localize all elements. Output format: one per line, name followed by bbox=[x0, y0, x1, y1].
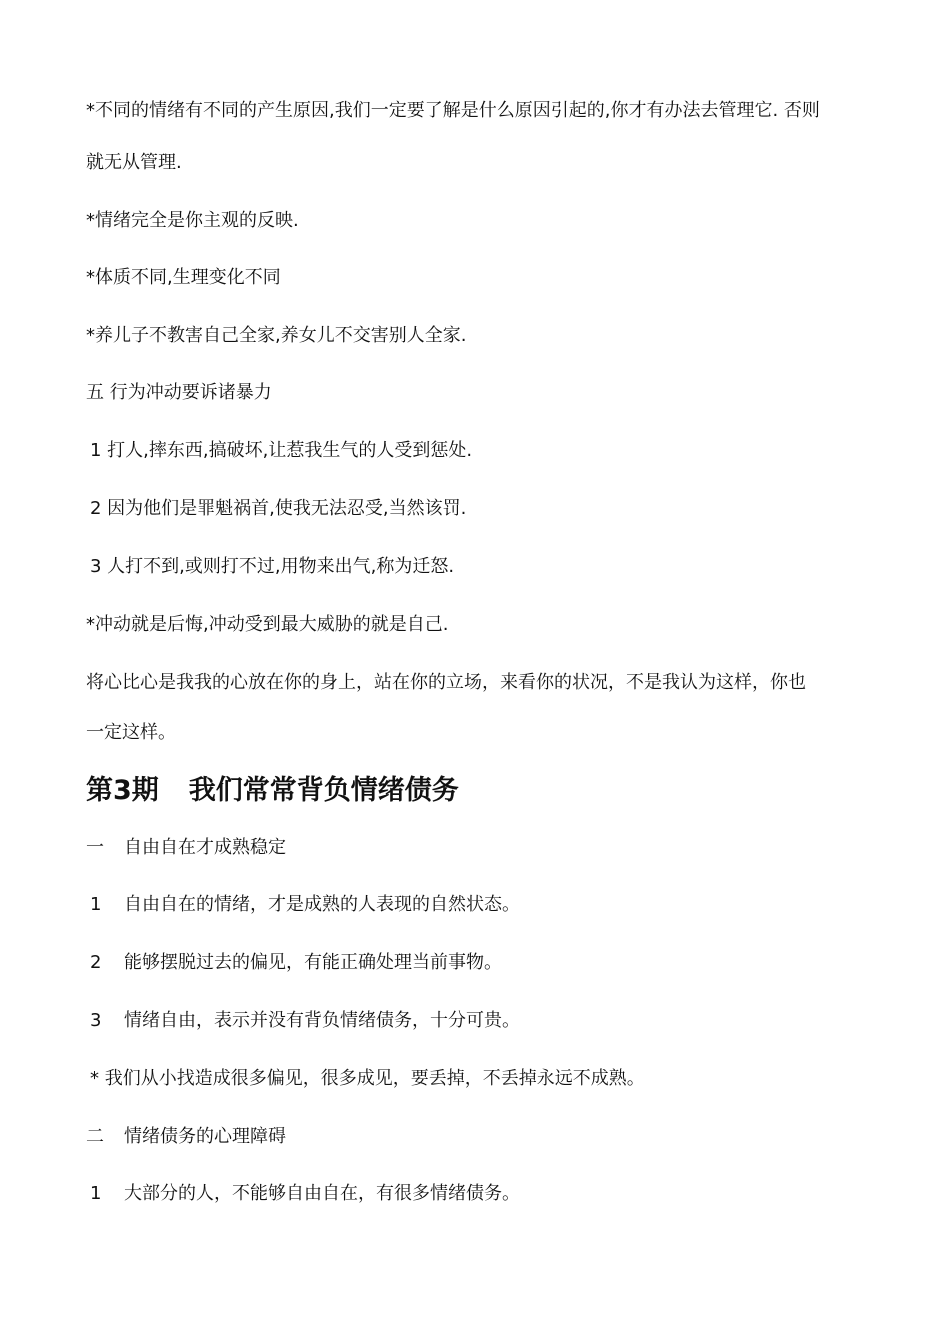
list-text: 大部分的人，不能够自由自在，有很多情绪债务。 bbox=[124, 1183, 520, 1204]
chapter-number: 第3期 bbox=[86, 775, 159, 806]
section-title: 五 行为冲动要诉诸暴力 bbox=[86, 382, 272, 403]
paragraph-line: *情绪完全是你主观的反映. bbox=[86, 210, 299, 231]
paragraph-line: 将心比心是我我的心放在你的身上，站在你的立场，来看你的状况，不是我认为这样，你也 bbox=[86, 672, 806, 693]
paragraph-line: *体质不同,生理变化不同 bbox=[86, 267, 281, 288]
list-item bbox=[90, 893, 880, 917]
section-title-text: 自由自在才成熟稳定 bbox=[124, 837, 286, 858]
section-title-text: 情绪债务的心理障碍 bbox=[124, 1126, 286, 1147]
section-title bbox=[86, 1125, 876, 1149]
list-item: 3 人打不到,或则打不过,用物来出气,称为迁怒. bbox=[90, 556, 455, 577]
paragraph-line: 就无从管理. bbox=[86, 152, 182, 173]
list-item: 1 打人,摔东西,搞破坏,让惹我生气的人受到惩处. bbox=[90, 440, 473, 461]
list-item bbox=[90, 1009, 880, 1033]
list-text: 能够摆脱过去的偏见，有能正确处理当前事物。 bbox=[124, 952, 502, 973]
list-item bbox=[90, 951, 880, 975]
list-number: 1 bbox=[90, 894, 102, 915]
list-item bbox=[90, 1182, 880, 1206]
paragraph-line: *不同的情绪有不同的产生原因,我们一定要了解是什么原因引起的,你才有办法去管理它. 否则 bbox=[86, 100, 820, 121]
section-marker: 一 bbox=[86, 837, 104, 858]
paragraph-line: 一定这样。 bbox=[86, 722, 176, 743]
list-text: 自由自在的情绪，才是成熟的人表现的自然状态。 bbox=[124, 894, 520, 915]
list-number: 3 bbox=[90, 1010, 102, 1031]
list-number: 1 bbox=[90, 1183, 102, 1204]
note-line: * 我们从小找造成很多偏见，很多成见，要丢掉，不丢掉永远不成熟。 bbox=[90, 1068, 645, 1089]
section-title bbox=[86, 836, 876, 860]
chapter-heading bbox=[86, 774, 459, 808]
list-number: 2 bbox=[90, 952, 102, 973]
paragraph-line: *养儿子不教害自己全家,养女儿不交害别人全家. bbox=[86, 325, 467, 346]
list-item: 2 因为他们是罪魁祸首,使我无法忍受,当然该罚. bbox=[90, 498, 467, 519]
section-marker: 二 bbox=[86, 1126, 104, 1147]
chapter-title: 我们常常背负情绪债务 bbox=[188, 775, 459, 806]
paragraph-line: *冲动就是后悔,冲动受到最大威胁的就是自己. bbox=[86, 614, 449, 635]
list-text: 情绪自由，表示并没有背负情绪债务，十分可贵。 bbox=[124, 1010, 520, 1031]
